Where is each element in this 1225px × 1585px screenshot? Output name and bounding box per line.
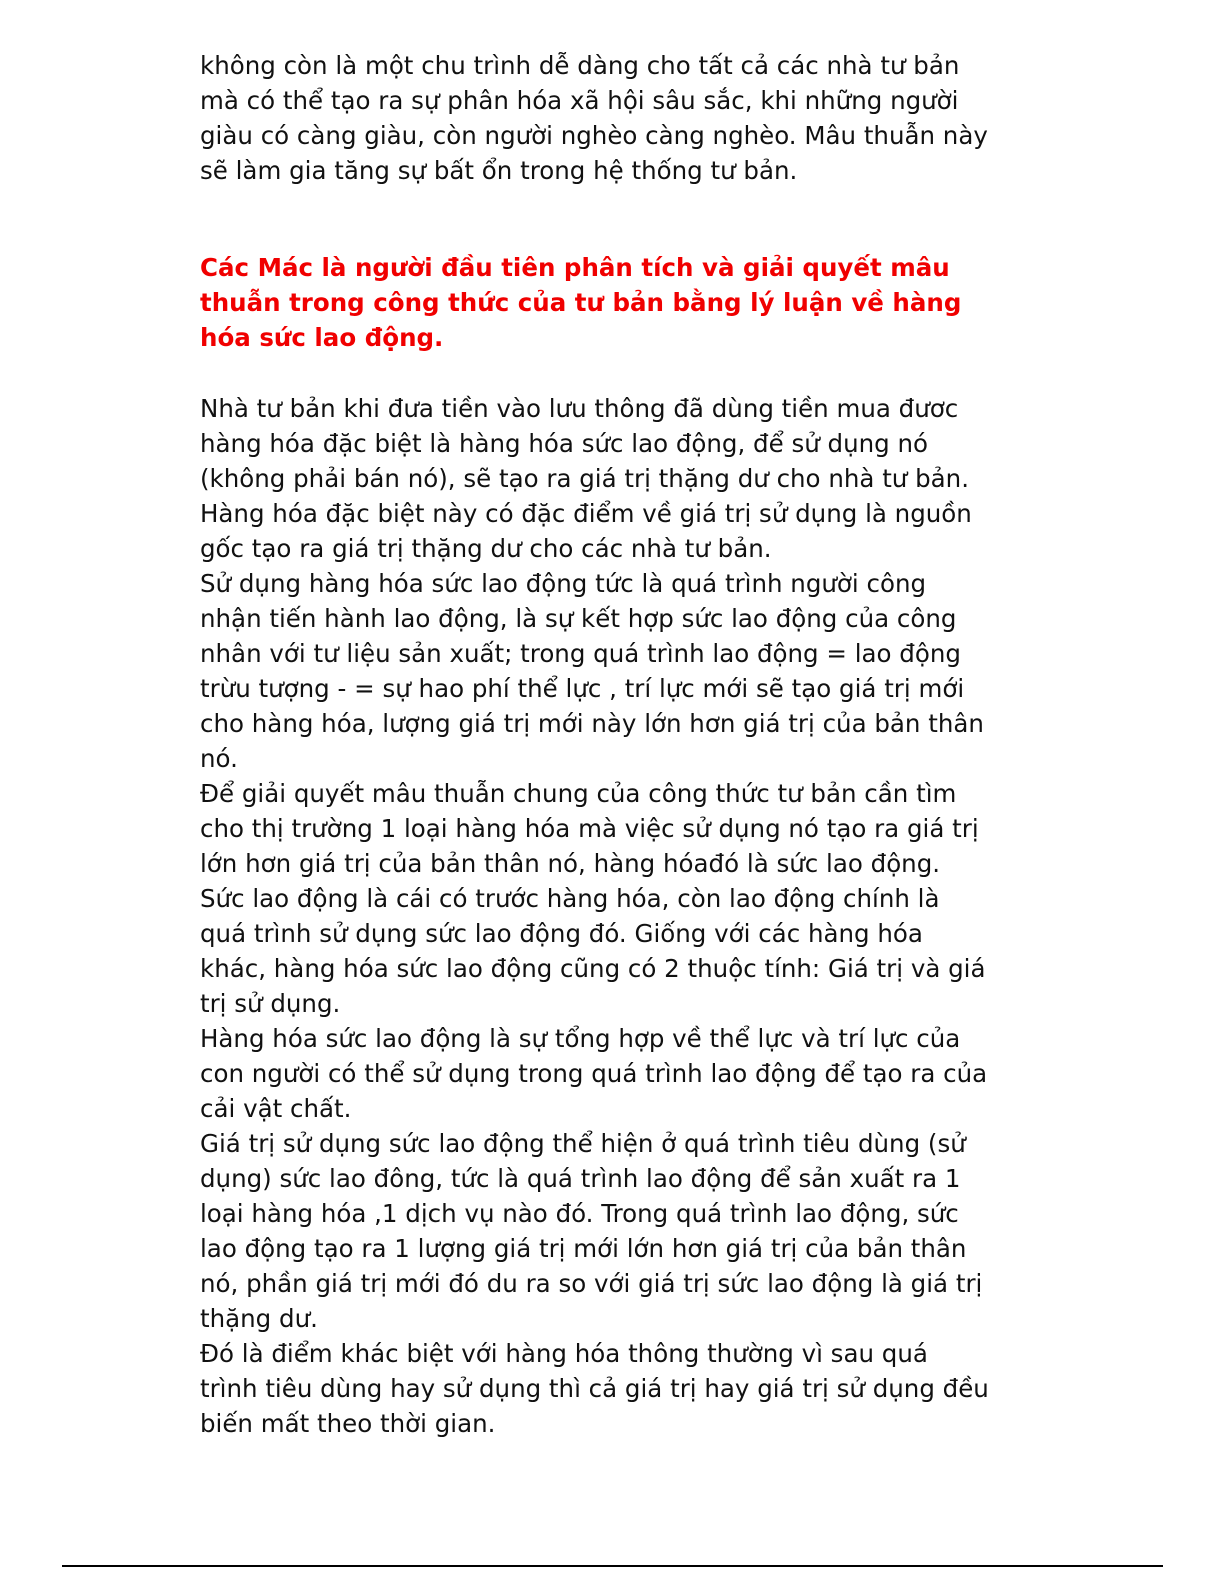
text-line: loại hàng hóa ,1 dịch vụ nào đó. Trong quá trình lao động, sức [200,1199,959,1228]
text-line: giàu có càng giàu, còn người nghèo càng nghèo. Mâu thuẫn này [200,121,988,150]
text-line: Nhà tư bản khi đưa tiền vào lưu thông đã dùng tiền mua đươc [200,394,959,423]
text-line: nhân với tư liệu sản xuất; trong quá trình lao động = lao động [200,639,961,668]
text-line: Hàng hóa sức lao động là sự tổng hợp về thể lực và trí lực của [200,1024,961,1053]
text-line: biến mất theo thời gian. [200,1409,496,1438]
text-line: không còn là một chu trình dễ dàng cho tất cả các nhà tư bản [200,51,960,80]
text-line: con người có thể sử dụng trong quá trình lao động để tạo ra của [200,1059,988,1088]
heading-line: Các Mác là người đầu tiên phân tích và giải quyết mâu [200,253,950,282]
text-line: cho thị trường 1 loại hàng hóa mà việc sử dụng nó tạo ra giá trị [200,814,979,843]
text-line: quá trình sử dụng sức lao động đó. Giống với các hàng hóa [200,919,923,948]
text-line: mà có thể tạo ra sự phân hóa xã hội sâu sắc, khi những người [200,86,959,115]
text-line: gốc tạo ra giá trị thặng dư cho các nhà tư bản. [200,534,772,563]
document-content [200,48,1045,1441]
text-line: khác, hàng hóa sức lao động cũng có 2 thuộc tính: Giá trị và giá [200,954,986,983]
text-line: Sức lao động là cái có trước hàng hóa, còn lao động chính là [200,884,940,913]
text-line: nó, phần giá trị mới đó du ra so với giá trị sức lao động là giá trị [200,1269,983,1298]
text-line: trình tiêu dùng hay sử dụng thì cả giá trị hay giá trị sử dụng đều [200,1374,989,1403]
text-line: Hàng hóa đặc biệt này có đặc điểm về giá trị sử dụng là nguồn [200,499,972,528]
text-line: lớn hơn giá trị của bản thân nó, hàng hóađó là sức lao động. [200,849,941,878]
text-line: cho hàng hóa, lượng giá trị mới này lớn hơn giá trị của bản thân [200,709,984,738]
text-line: dụng) sức lao đông, tức là quá trình lao động để sản xuất ra 1 [200,1164,961,1193]
text-line: hàng hóa đặc biệt là hàng hóa sức lao động, để sử dụng nó [200,429,929,458]
text-line: thặng dư. [200,1304,318,1333]
text-line: nhận tiến hành lao động, là sự kết hợp sức lao động của công [200,604,957,633]
text-line: trừu tượng - = sự hao phí thể lực , trí lực mới sẽ tạo giá trị mới [200,674,965,703]
text-line: nó. [200,744,238,773]
heading-line: hóa sức lao động. [200,323,444,352]
heading-line: thuẫn trong công thức của tư bản bằng lý luận về hàng [200,288,962,317]
body-paragraph [200,391,1045,1441]
text-line: Giá trị sử dụng sức lao động thể hiện ở quá trình tiêu dùng (sử [200,1129,966,1158]
spacer [200,188,1045,250]
text-line: lao động tạo ra 1 lượng giá trị mới lớn hơn giá trị của bản thân [200,1234,967,1263]
page-bottom-rule [62,1565,1163,1567]
text-line: trị sử dụng. [200,989,341,1018]
text-line: Để giải quyết mâu thuẫn chung của công thức tư bản cần tìm [200,779,957,808]
spacer [200,355,1045,391]
text-line: cải vật chất. [200,1094,352,1123]
intro-paragraph [200,48,1045,188]
text-line: Sử dụng hàng hóa sức lao động tức là quá trình người công [200,569,927,598]
text-line: Đó là điểm khác biệt với hàng hóa thông thường vì sau quá [200,1339,928,1368]
text-line: (không phải bán nó), sẽ tạo ra giá trị thặng dư cho nhà tư bản. [200,464,969,493]
text-line: sẽ làm gia tăng sự bất ổn trong hệ thống tư bản. [200,156,798,185]
section-heading [200,250,1045,355]
